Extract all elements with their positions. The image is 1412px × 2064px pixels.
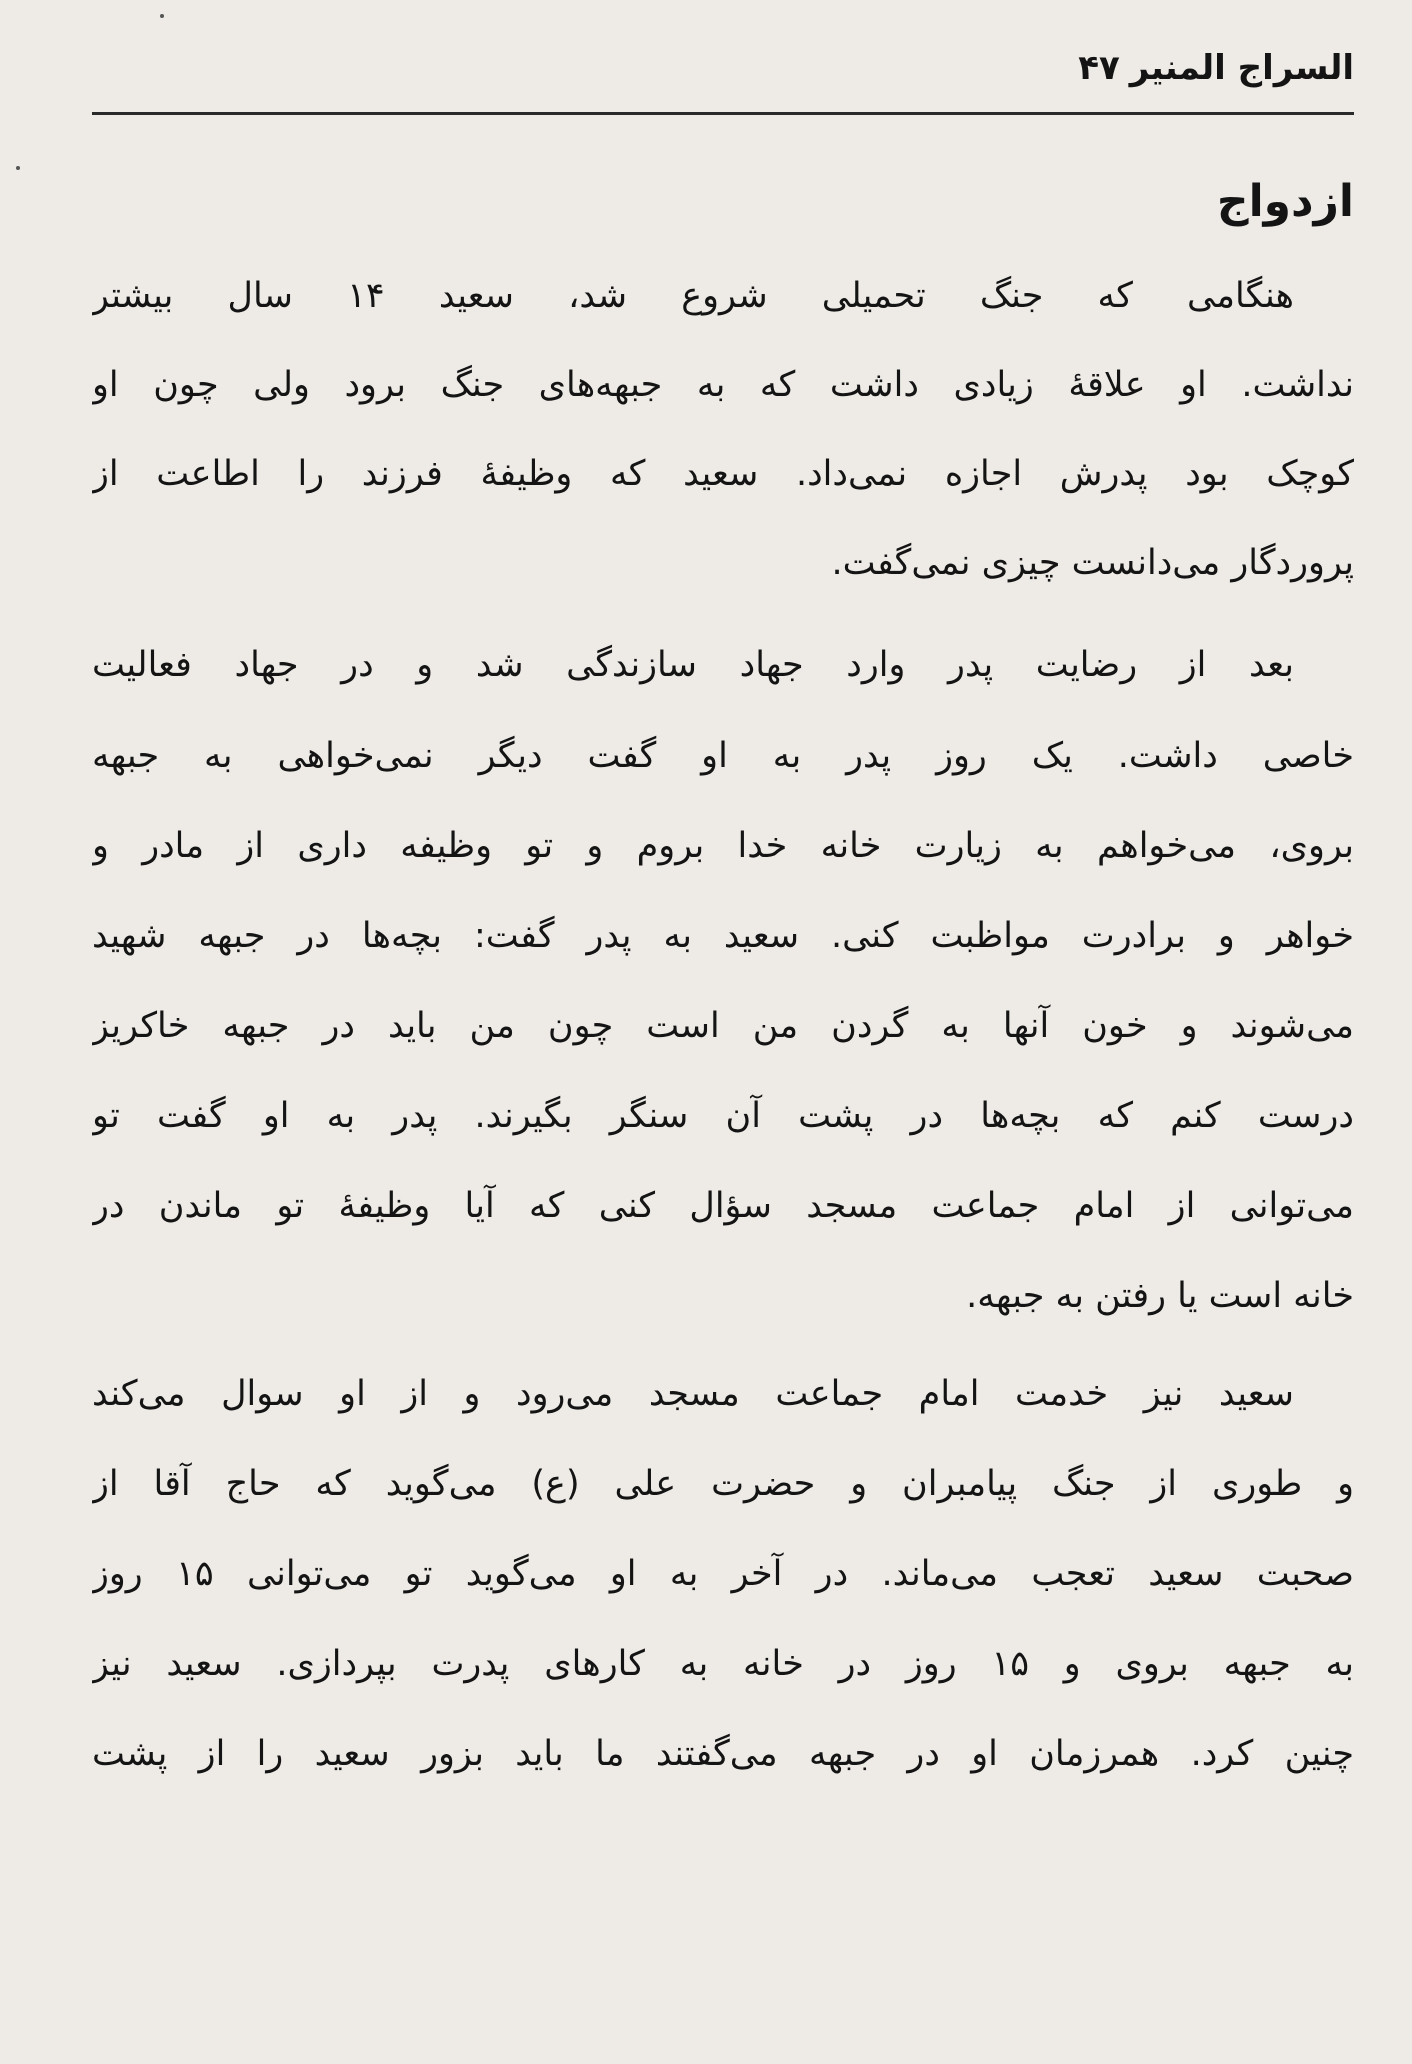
text-line: خاصی داشت. یک روز پدر به او گفت دیگر نمی‌خواهی به جبهه: [92, 736, 1354, 776]
book-title: السراج المنیر: [1129, 48, 1354, 88]
running-title: [1078, 42, 1354, 94]
page-number: ۴۷: [1078, 48, 1120, 88]
text-line: بعد از رضایت پدر وارد جهاد سازندگی شد و در جهاد فعالیت: [92, 645, 1294, 685]
text-line: و طوری از جنگ پیامبران و حضرت علی (ع) می‌گوید که حاج آقا از: [92, 1464, 1354, 1504]
text-line: می‌شوند و خون آنها به گردن من است چون من باید در جبهه خاکریز: [92, 1006, 1354, 1046]
text-line: کوچک بود پدرش اجازه نمی‌داد. سعید که وظیفهٔ فرزند را اطاعت از: [92, 454, 1354, 494]
text-line: بروی، می‌خواهم به زیارت خانه خدا بروم و تو وظیفه داری از مادر و: [92, 826, 1354, 866]
text-line: می‌توانی از امام جماعت مسجد سؤال کنی که آیا وظیفهٔ تو ماندن در: [92, 1186, 1354, 1226]
text-line: خانه است یا رفتن به جبهه.: [966, 1276, 1354, 1316]
text-line: به جبهه بروی و ۱۵ روز در خانه به کارهای پدرت بپردازی. سعید نیز: [92, 1644, 1354, 1684]
text-line: درست کنم که بچه‌ها در پشت آن سنگر بگیرند. پدر به او گفت تو: [92, 1096, 1354, 1136]
section-title: ازدواج: [1216, 176, 1354, 227]
text-line: چنین کرد. همرزمان او در جبهه می‌گفتند ما باید بزور سعید را از پشت: [92, 1734, 1354, 1774]
running-header: [92, 42, 1354, 115]
paper-speck: [16, 166, 20, 170]
paper-speck: [160, 14, 164, 18]
text-line: پروردگار می‌دانست چیزی نمی‌گفت.: [831, 543, 1354, 583]
text-line: صحبت سعید تعجب می‌ماند. در آخر به او می‌گوید تو می‌توانی ۱۵ روز: [92, 1554, 1354, 1594]
text-line: سعید نیز خدمت امام جماعت مسجد می‌رود و از او سوال می‌کند: [92, 1374, 1294, 1414]
text-line: نداشت. او علاقهٔ زیادی داشت که به جبهه‌های جنگ برود ولی چون او: [92, 365, 1354, 405]
text-line: خواهر و برادرت مواظبت کنی. سعید به پدر گفت: بچه‌ها در جبهه شهید: [92, 916, 1354, 956]
text-line: هنگامی که جنگ تحمیلی شروع شد، سعید ۱۴ سال بیشتر: [92, 276, 1294, 316]
